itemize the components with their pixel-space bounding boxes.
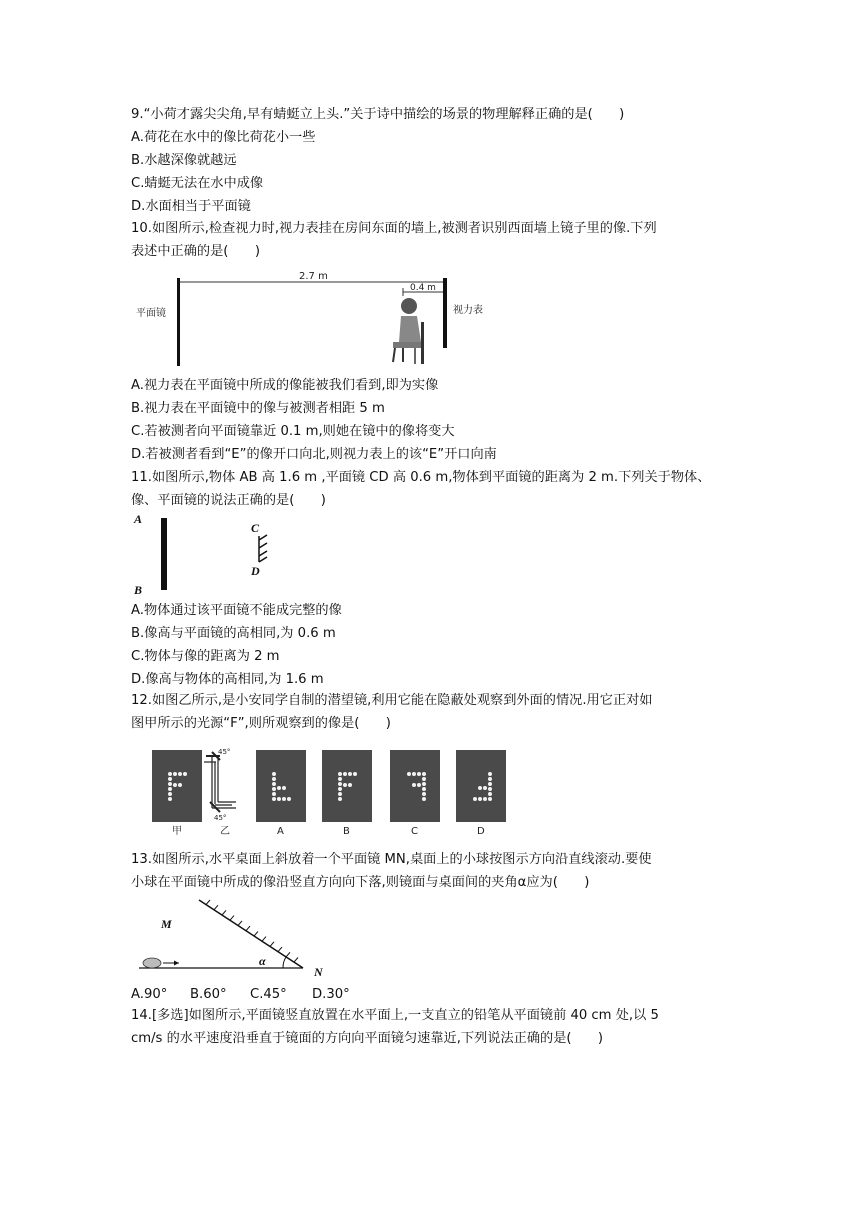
q10-option-d: D.若被测者看到“E”的像开口向北,则视力表上的该“E”开口向南	[131, 447, 497, 462]
q14-stem-line1: 14.[多选]如图所示,平面镜竖直放置在水平面上,一支直立的铅笔从平面镜前 40 cm 处,以 5	[131, 1008, 659, 1023]
q12-label-d: D	[477, 826, 485, 837]
q11-option-a: A.物体通过该平面镜不能成完整的像	[131, 603, 342, 618]
q10-option-a: A.视力表在平面镜中所成的像能被我们看到,即为实像	[131, 378, 439, 393]
q13-stem-line1: 13.如图所示,水平桌面上斜放着一个平面镜 MN,桌面上的小球按图示方向沿直线滚动.要使	[131, 852, 652, 867]
q13-option-a: A.90°	[131, 987, 168, 1002]
q11-option-b: B.像高与平面镜的高相同,为 0.6 m	[131, 626, 336, 641]
q10-dist-total: 2.7 m	[299, 271, 328, 282]
q9-option-b: B.水越深像就越远	[131, 153, 237, 168]
q12-periscope	[204, 752, 236, 812]
q12-stem-line1: 12.如图乙所示,是小安同学自制的潜望镜,利用它能在隐蔽处观察到外面的情况.用它正对如	[131, 693, 653, 708]
q11-label-d: D	[251, 564, 260, 578]
q10-figure	[131, 268, 501, 368]
q12-option-b-image	[322, 750, 372, 822]
q13-label-n: N	[314, 965, 323, 978]
q13-mirror-mn	[199, 900, 303, 968]
q14-stem-line2: cm/s 的水平速度沿垂直于镜面的方向向平面镜匀速靠近,下列说法正确的是( )	[131, 1031, 604, 1046]
q11-option-d: D.像高与物体的高相同,为 1.6 m	[131, 672, 324, 687]
q13-figure	[131, 896, 341, 978]
q13-option-c: C.45°	[250, 987, 287, 1002]
q13-ball	[143, 958, 161, 968]
q11-label-a: A	[134, 512, 143, 526]
q13-angle-arc	[283, 957, 286, 968]
q13-option-d: D.30°	[312, 987, 350, 1002]
q12-light-source-f	[152, 750, 202, 822]
seated-person	[393, 298, 424, 364]
q10-mirror-label: 平面镜	[136, 308, 166, 319]
q11-mirror-cd	[259, 535, 267, 562]
q10-chart-label: 视力表	[453, 305, 483, 316]
q12-stem-line2: 图甲所示的光源“F”,则所观察到的像是( )	[131, 716, 391, 731]
q13-label-alpha: α	[259, 954, 266, 968]
q11-label-c: C	[251, 521, 260, 535]
q13-label-m: M	[161, 917, 172, 931]
q9-option-c: C.蜻蜓无法在水中成像	[131, 176, 264, 191]
q11-stem-line2: 像、平面镜的说法正确的是( )	[131, 493, 326, 508]
q10-option-b: B.视力表在平面镜中的像与被测者相距 5 m	[131, 401, 385, 416]
q11-option-c: C.物体与像的距离为 2 m	[131, 649, 280, 664]
q10-eye-chart	[443, 278, 447, 348]
q11-object-ab	[161, 518, 167, 590]
q11-label-b: B	[134, 583, 143, 596]
q12-label-b: B	[343, 826, 350, 837]
q10-stem-line2: 表述中正确的是( )	[131, 244, 260, 259]
q12-angle-bottom: 45°	[214, 814, 227, 822]
q11-stem-line1: 11.如图所示,物体 AB 高 1.6 m ,平面镜 CD 高 0.6 m,物体到平面镜的距离为 2 m.下列关于物体、	[131, 470, 711, 485]
q12-option-d-image	[456, 750, 506, 822]
q10-stem-line1: 10.如图所示,检查视力时,视力表挂在房间东面的墙上,被测者识别西面墙上镜子里的像.下列	[131, 221, 657, 236]
q13-option-b: B.60°	[190, 987, 227, 1002]
q9-option-d: D.水面相当于平面镜	[131, 199, 251, 214]
q13-stem-line2: 小球在平面镜中所成的像沿竖直方向向下落,则镜面与桌面间的夹角α应为( )	[131, 875, 590, 890]
q12-option-a-image	[256, 750, 306, 822]
q10-dist-person: 0.4 m	[410, 283, 436, 293]
q10-mirror	[177, 278, 180, 366]
q12-label-yi: 乙	[220, 826, 230, 837]
q12-label-a: A	[277, 826, 284, 837]
q12-label-c: C	[411, 826, 418, 837]
q11-figure	[131, 512, 291, 596]
q10-option-c: C.若被测者向平面镜靠近 0.1 m,则她在镜中的像将变大	[131, 424, 455, 439]
q9-stem: 9.“小荷才露尖尖角,早有蜻蜓立上头.”关于诗中描绘的场景的物理解释正确的是( )	[131, 107, 625, 122]
q9-option-a: A.荷花在水中的像比荷花小一些	[131, 130, 316, 145]
q12-label-jia: 甲	[172, 826, 182, 837]
q12-figure	[140, 746, 520, 838]
q12-angle-top: 45°	[218, 748, 231, 756]
